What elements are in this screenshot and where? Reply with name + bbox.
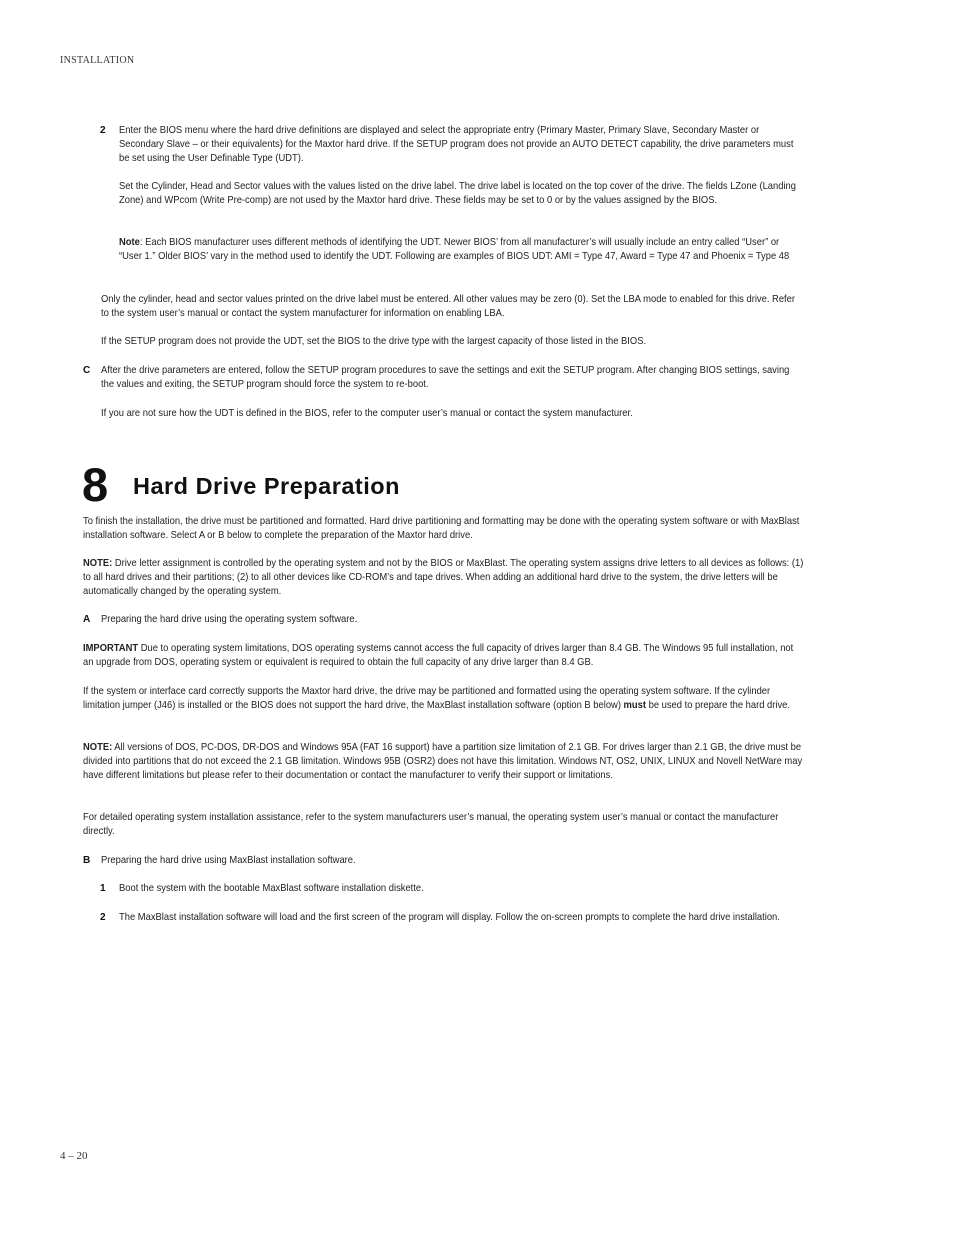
important-label: IMPORTANT — [83, 643, 139, 654]
step-2-marker: 2 — [100, 125, 106, 136]
running-header: INSTALLATION — [60, 55, 135, 66]
step-2-para-2: Set the Cylinder, Head and Sector values with the values listed on the drive label. The drive label is located on the top cover of the drive. The fields LZone (Landing Zone) and WPcom (Write Pre-comp) are not used by the Maxtor hard drive. These fields may be set to 0 or by the values assigned by the BIOS. — [119, 181, 796, 206]
para-if-emphasis: must — [623, 699, 646, 711]
para-only-values: Only the cylinder, head and sector values printed on the drive label must be entered. All other values may be zero (0). Set the LBA mode to enabled for this drive. Refer to the system user’s manual or contact the system manufacturer for information on enabling LBA. — [101, 294, 796, 319]
step-b2-marker: 2 — [100, 912, 106, 923]
para-setup-udt: If the SETUP program does not provide the UDT, set the BIOS to the drive type with the largest capacity of those listed in the BIOS. — [101, 336, 647, 347]
step-b1-marker: 1 — [100, 883, 106, 894]
note-partition-limits — [83, 741, 804, 782]
page-number: 4 – 20 — [60, 1150, 88, 1162]
note-drive-letters — [83, 557, 804, 598]
note-2-text: All versions of DOS, PC-DOS, DR-DOS and Windows 95A (FAT 16 support) have a partition size limitation of 2.1 GB. For drives larger than 2.1 GB, the drive must be divided into partitions that do not exceed the 2.1 GB limitation. Windows 95B (OSR2) does not have this limitation. Windows NT, OS2, UNIX, LINUX and Novell NetWare may have different limitations but please refer to their documentation or contact the manufacturer to verify their support or limitations. — [83, 742, 803, 781]
important-text: Due to operating system limitations, DOS operating systems cannot access the full capacity of drives larger than 8.4 GB. The Windows 95 full installation, not an upgrade from DOS, operating system or equivalent is required to obtain the full capacity of any drive larger than 8.4 GB. — [83, 643, 794, 668]
important-note — [83, 642, 804, 670]
note-2-label: NOTE: — [83, 742, 113, 753]
para-if-system — [83, 685, 804, 713]
option-a-marker: A — [83, 614, 91, 625]
section-intro: To finish the installation, the drive must be partitioned and formatted. Hard drive partitioning and formatting may be done with the operating system software or with MaxBlast installation software. Select A or B below to complete the preparation of the Maxtor hard drive. — [83, 516, 800, 541]
bios-note-text: : Each BIOS manufacturer uses different methods of identifying the UDT. Newer BIOS’ from all manufacturer’s will usually include an entry called “User” or “User 1.” Older BIOS’ vary in the method used to identify the UDT. Following are examples of BIOS UDT: AMI = Type 47, Award = Type 47 and Phoenix = Type 48 — [119, 237, 790, 262]
option-a-text: Preparing the hard drive using the operating system software. — [101, 614, 358, 625]
bios-note — [119, 236, 803, 264]
step-c-marker: C — [83, 365, 91, 376]
para-if-part-1: If the system or interface card correctly supports the Maxtor hard drive, the drive may be partitioned and formatted using the operating system software. If the cylinder limitation jumper (J46) is installed or the BIOS does not support the hard drive, the MaxBlast installation software (option B below) — [83, 686, 771, 711]
section-number: 8 — [82, 458, 109, 511]
step-c-para-2: If you are not sure how the UDT is defined in the BIOS, refer to the computer user’s manual or contact the system manufacturer. — [101, 408, 633, 419]
option-b-marker: B — [83, 855, 91, 866]
step-c-text: After the drive parameters are entered, follow the SETUP program procedures to save the settings and exit the SETUP program. After changing BIOS settings, saving the values and exiting, the SETUP program should force the system to re-boot. — [101, 365, 790, 390]
option-b-text: Preparing the hard drive using MaxBlast installation software. — [101, 855, 356, 866]
step-b2-text: The MaxBlast installation software will load and the first screen of the program will display. Follow the on-screen prompts to complete the hard drive installation. — [119, 912, 780, 923]
para-detailed-assistance: For detailed operating system installation assistance, refer to the system manufacturers user’s manual, the operating system user’s manual or contact the manufacturer directly. — [83, 812, 779, 837]
bios-note-label: Note — [119, 237, 140, 248]
step-b1-text: Boot the system with the bootable MaxBlast software installation diskette. — [119, 883, 424, 894]
para-if-part-2: be used to prepare the hard drive. — [645, 699, 791, 711]
note-text: Drive letter assignment is controlled by the operating system and not by the BIOS or MaxBlast. The operating system assigns drive letters to all devices as follows: (1) to all hard drives and their partitions; (2) to all other devices like CD-ROM’s and tape drives. When adding an additional hard drive to the system, the drive letters will be automatically changed by the operating system. — [83, 558, 804, 597]
section-title: Hard Drive Preparation — [133, 473, 400, 499]
step-2-text: Enter the BIOS menu where the hard drive definitions are displayed and select the appropriate entry (Primary Master, Primary Slave, Secondary Master or Secondary Slave – or their equivalents) for the Maxtor hard drive. If the SETUP program does not provide an AUTO DETECT capability, the drive parameters must be set using the User Definable Type (UDT). — [119, 125, 794, 164]
note-label: NOTE: — [83, 558, 113, 569]
